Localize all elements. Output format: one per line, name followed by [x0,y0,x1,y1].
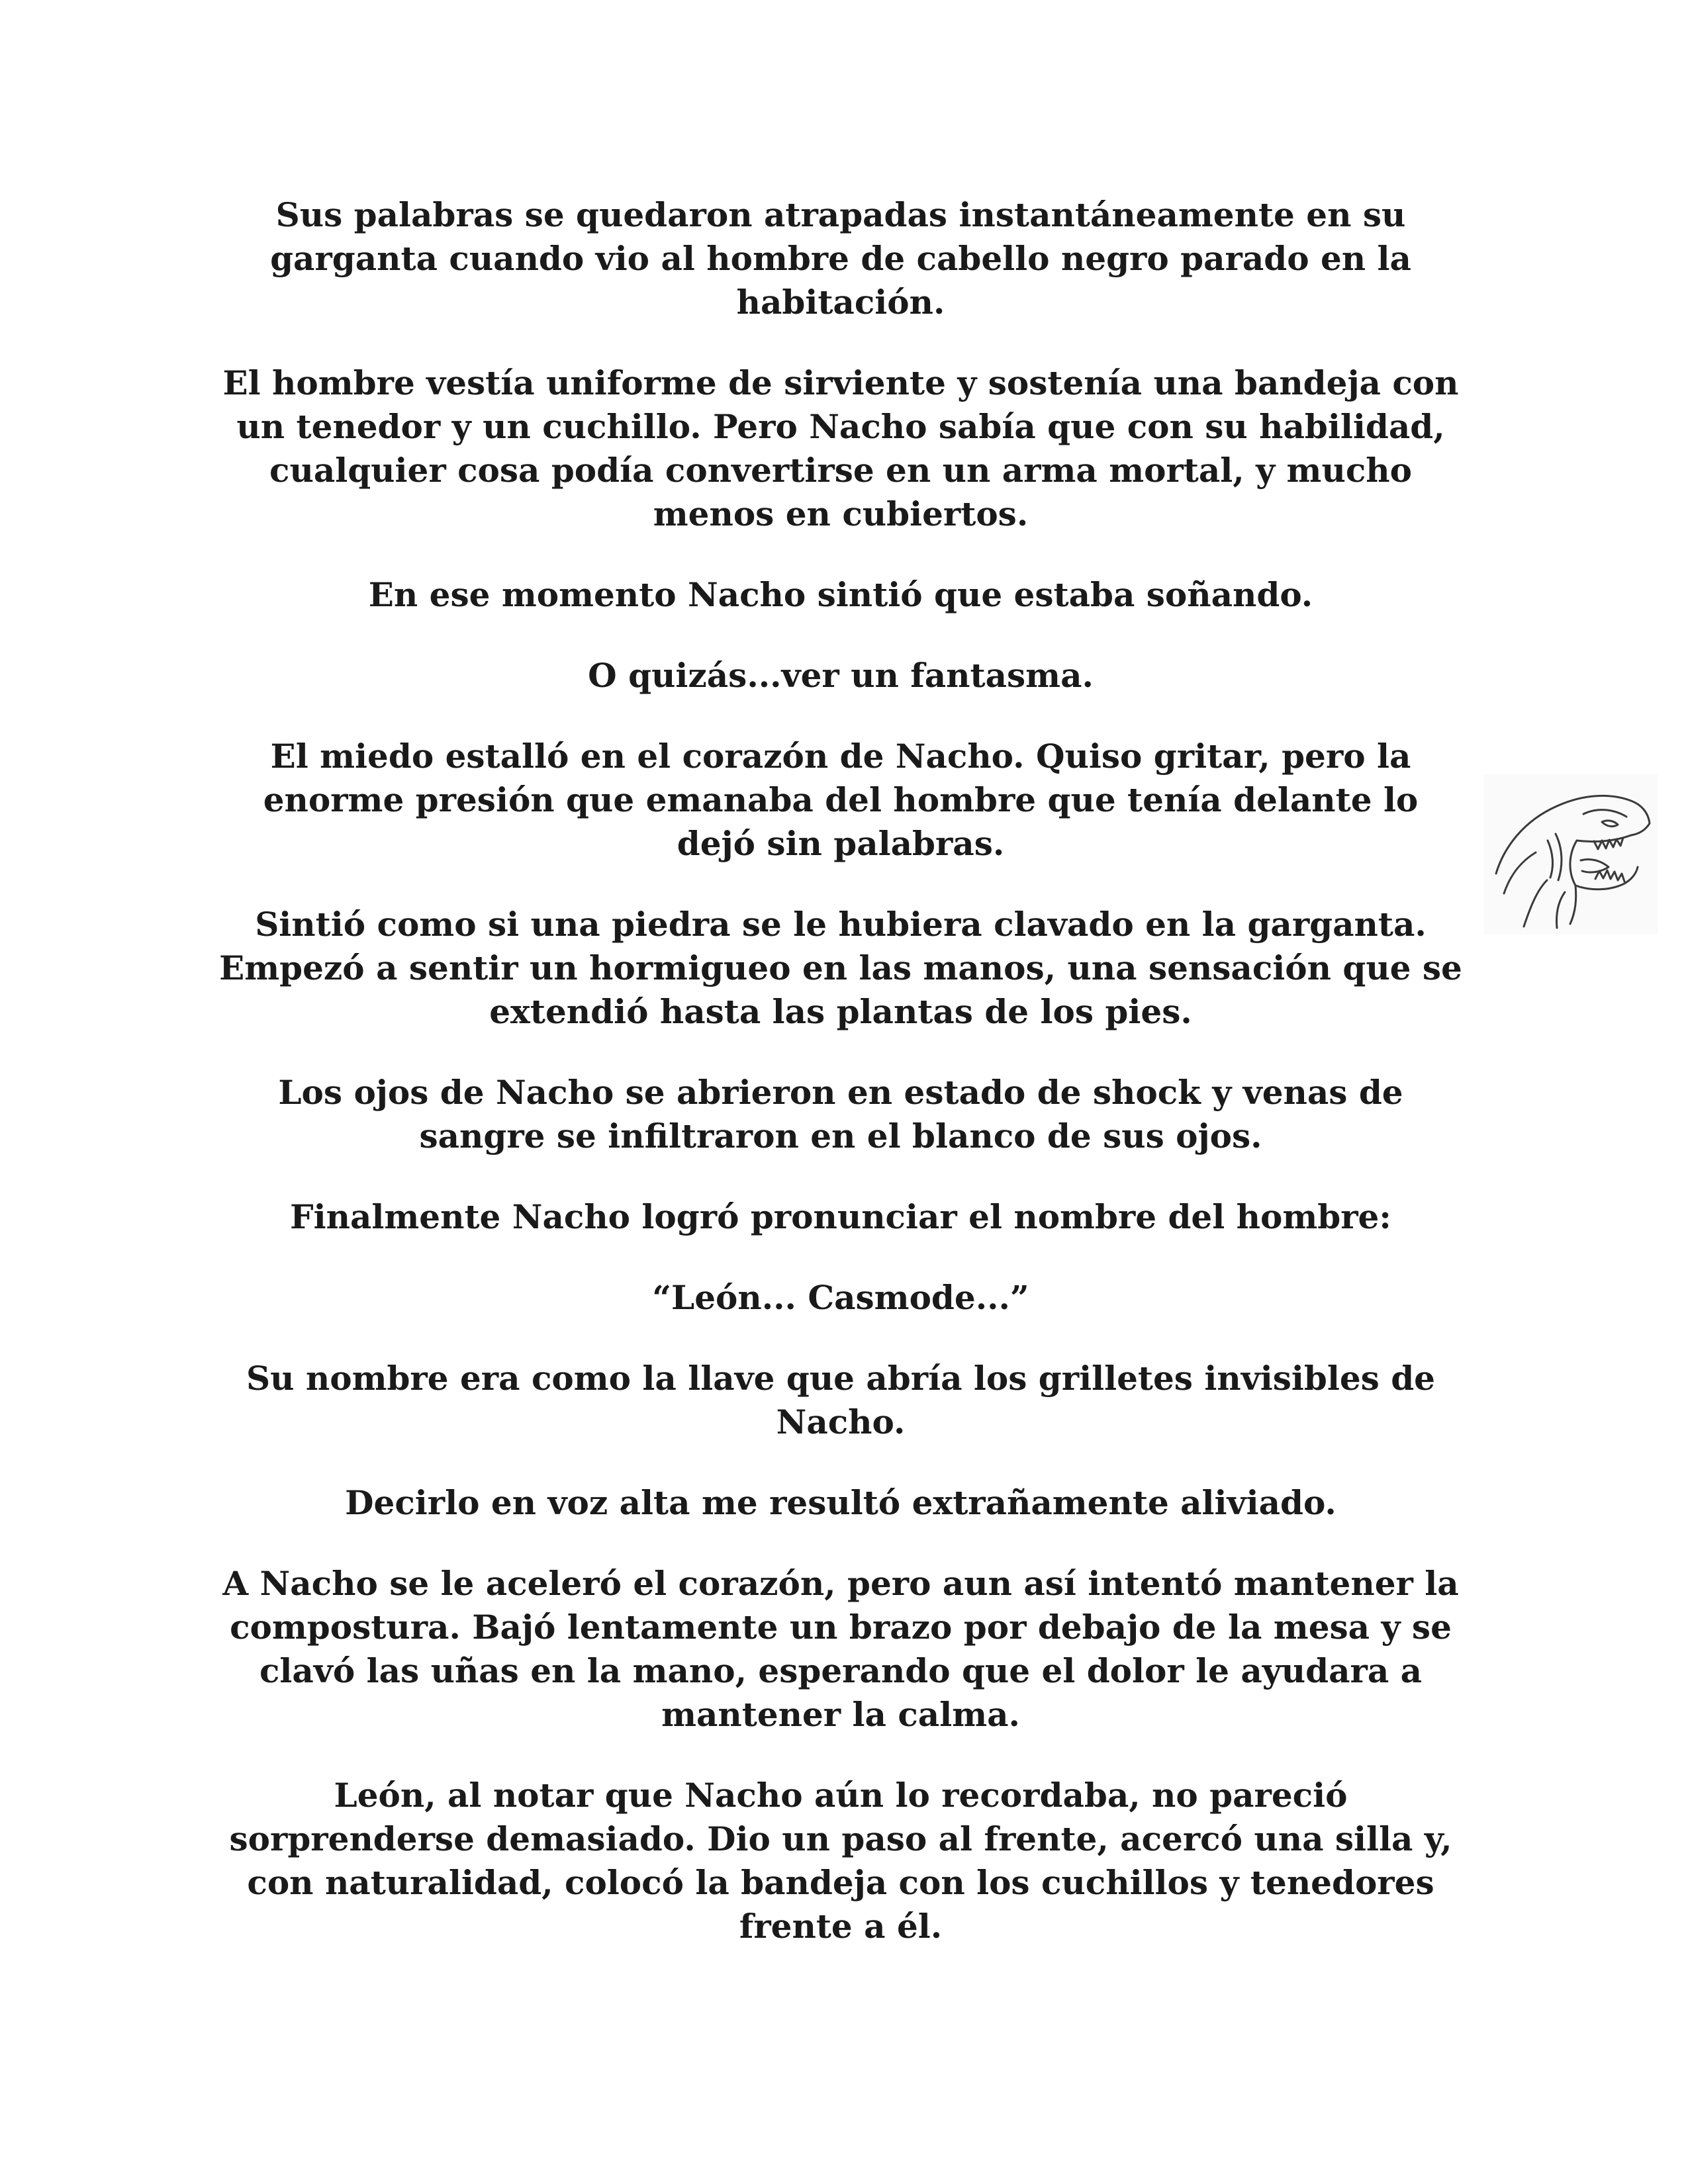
paragraph: Los ojos de Nacho se abrieron en estado de shock y venas de sangre se infiltraron en el blanco de sus ojos. [278,1073,1403,1156]
paragraph: Sintió como si una piedra se le hubiera clavado en la garganta. Empezó a sentir un hormigueo en las manos, una sensación que se extendió hasta las plantas de los pies. [219,905,1462,1031]
paragraph: “León... Casmode...” [652,1278,1029,1317]
paragraph: En ese momento Nacho sintió que estaba soñando. [368,575,1313,614]
paragraph: Su nombre era como la llave que abría los grilletes invisibles de Nacho. [246,1359,1435,1441]
paragraph: León, al notar que Nacho aún lo recordaba, no pareció sorprenderse demasiado. Dio un paso al frente, acercó una silla y, con naturalidad, colocó la bandeja con los cuchillos y tenedores frente a él. [229,1776,1452,1946]
dinosaur-head-sketch-icon [1484,774,1658,934]
paragraph: Decirlo en voz alta me resultó extrañamente aliviado. [345,1483,1336,1522]
paragraph: El hombre vestía uniforme de sirviente y sostenía una bandeja con un tenedor y un cuchillo. Pero Nacho sabía que con su habilidad, cualquier cosa podía convertirse en un arma mortal, y mucho menos en cubiertos. [222,363,1459,533]
paragraph: O quizás...ver un fantasma. [588,656,1094,695]
paragraph: Finalmente Nacho logró pronunciar el nombre del hombre: [290,1197,1391,1236]
paragraph: El miedo estalló en el corazón de Nacho. Quiso gritar, pero la enorme presión que emanaba del hombre que tenía delante lo dejó sin palabras. [263,737,1419,863]
paragraph: Sus palabras se quedaron atrapadas instantáneamente en su garganta cuando vio al hombre de cabello negro parado en la habitación. [270,195,1411,322]
paragraph: A Nacho se le aceleró el corazón, pero aun así intentó mantener la compostura. Bajó lentamente un brazo por debajo de la mesa y se clavó las uñas en la mano, esperando que el dolor le ayudara a mantener la calma. [222,1564,1459,1734]
page-body [218,193,1463,1985]
